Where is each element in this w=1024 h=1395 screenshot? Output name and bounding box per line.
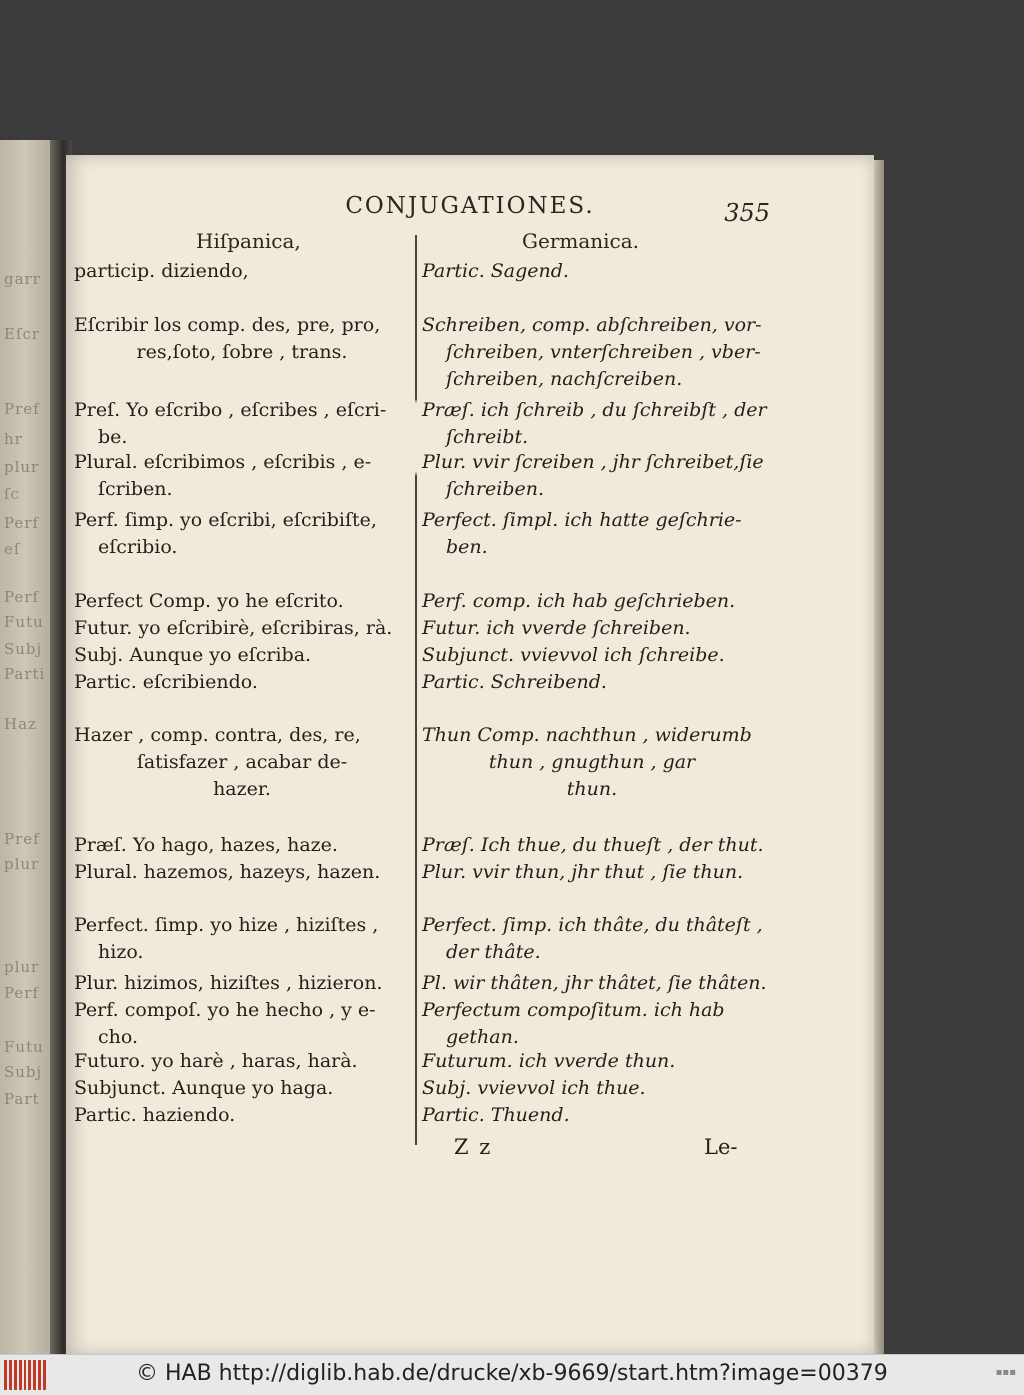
text-line: Futur. yo eſcribirè, eſcribiras, rà. bbox=[74, 617, 393, 639]
text-line: eſcribio. bbox=[98, 536, 178, 558]
spanish-entry bbox=[74, 722, 410, 803]
text-line: Perfectum compoſitum. ich hab bbox=[422, 999, 725, 1021]
spanish-entry bbox=[74, 642, 410, 669]
text-line: Plur. hizimos, hiziſtes , hizieron. bbox=[74, 972, 383, 994]
page-edge bbox=[874, 160, 884, 1354]
spanish-entry bbox=[74, 449, 410, 503]
text-line: Eſcribir los comp. des, pre, pro, bbox=[74, 314, 381, 336]
signature-mark: Z z bbox=[454, 1135, 493, 1159]
column-divider bbox=[415, 235, 417, 1145]
text-line: Subj. vvievvol ich thue. bbox=[422, 1077, 646, 1099]
spanish-entry bbox=[74, 1102, 410, 1129]
text-line: Hazer , comp. contra, des, re, bbox=[74, 724, 361, 746]
text-line: gethan. bbox=[446, 1026, 519, 1048]
copyright-link[interactable]: © HAB http://diglib.hab.de/drucke/xb-9669/start.htm?image=00379 bbox=[136, 1361, 888, 1386]
footer-bar bbox=[0, 1354, 1024, 1395]
text-line: Plur. vvir ſcreiben , jhr ſchreibet,ſie bbox=[422, 451, 764, 473]
spanish-entry bbox=[74, 669, 410, 696]
text-line: Perf. comp. ich hab geſchrieben. bbox=[422, 590, 736, 612]
spanish-entry bbox=[74, 1075, 410, 1102]
text-line: Subjunct. vvievvol ich ſchreibe. bbox=[422, 644, 725, 666]
spanish-entry bbox=[74, 1048, 410, 1075]
spanish-entry bbox=[74, 588, 410, 615]
text-line: Præſ. Ich thue, du thueſt , der thut. bbox=[422, 834, 764, 856]
spanish-entry bbox=[74, 997, 410, 1051]
german-entry bbox=[422, 669, 762, 696]
german-entry bbox=[422, 912, 762, 966]
text-line: Perfect. ſimp. ich thâte, du thâteſt , bbox=[422, 914, 763, 936]
german-entry bbox=[422, 507, 762, 561]
german-entry bbox=[422, 997, 762, 1051]
text-line: ſatisfazer , acabar de- bbox=[136, 751, 348, 773]
text-line: ſcriben. bbox=[98, 478, 173, 500]
german-entry bbox=[422, 258, 762, 285]
text-line: hizo. bbox=[98, 941, 144, 963]
text-line: ſchreiben, vnterſchreiben , vber- bbox=[446, 341, 761, 363]
text-line: Preſ. Yo eſcribo , eſcribes , eſcri- bbox=[74, 399, 387, 421]
text-line: Subjunct. Aunque yo haga. bbox=[74, 1077, 334, 1099]
show-through-text: garr Eſcr Pref hr plur ſc Perf eſ Perf Futu Subj Parti Haz Pref plur plur Perf Futu Subj Part bbox=[4, 270, 46, 1108]
german-entry bbox=[422, 1048, 762, 1075]
text-line: Partic. Schreibend. bbox=[422, 671, 607, 693]
text-line: Perfect. ſimpl. ich hatte geſchrie- bbox=[422, 509, 742, 531]
text-line: Futuro. yo harè , haras, harà. bbox=[74, 1050, 358, 1072]
spanish-entry bbox=[74, 397, 410, 451]
german-entry bbox=[422, 1075, 762, 1102]
catchword: Le- bbox=[704, 1135, 738, 1159]
column-header-spanish: Hiſpanica, bbox=[196, 229, 301, 253]
book-page bbox=[66, 155, 874, 1354]
text-line: ben. bbox=[446, 536, 488, 558]
text-line: Partic. eſcribiendo. bbox=[74, 671, 258, 693]
german-entry bbox=[422, 1102, 762, 1129]
text-line: ſchreiben, nachſcreiben. bbox=[446, 368, 683, 390]
text-line: Plural. eſcribimos , eſcribis , e- bbox=[74, 451, 372, 473]
running-head: CONJUGATIONES. bbox=[345, 193, 595, 219]
text-line: Schreiben, comp. abſchreiben, vor- bbox=[422, 314, 762, 336]
german-entry bbox=[422, 859, 762, 886]
text-line: ſchreiben. bbox=[446, 478, 544, 500]
text-line: cho. bbox=[98, 1026, 139, 1048]
german-entry bbox=[422, 397, 767, 451]
text-line: Perf. compoſ. yo he hecho , y e- bbox=[74, 999, 376, 1021]
text-line: thun , gnugthun , gar bbox=[488, 751, 696, 773]
text-line: hazer. bbox=[213, 778, 271, 800]
text-line: der thâte. bbox=[446, 941, 541, 963]
text-line: res,ſoto, ſobre , trans. bbox=[136, 341, 348, 363]
spanish-entry bbox=[74, 258, 410, 285]
german-entry bbox=[422, 832, 762, 859]
text-line: Subj. Aunque yo eſcriba. bbox=[74, 644, 312, 666]
german-entry bbox=[422, 588, 762, 615]
text-line: particip. diziendo, bbox=[74, 260, 249, 282]
text-line: Præſ. Yo hago, hazes, haze. bbox=[74, 834, 338, 856]
column-header-german: Germanica. bbox=[522, 229, 640, 253]
text-line: Plur. vvir thun, jhr thut , ſie thun. bbox=[422, 861, 744, 883]
text-line: be. bbox=[98, 426, 128, 448]
text-line: Perfect. ſimp. yo hize , hiziſtes , bbox=[74, 914, 379, 936]
text-line: Præſ. ich ſchreib , du ſchreibſt , der bbox=[422, 399, 767, 421]
text-line: ſchreibt. bbox=[446, 426, 529, 448]
page-number: 355 bbox=[724, 199, 770, 227]
text-line: Pl. wir thâten, jhr thâtet, ſie thâten. bbox=[422, 972, 767, 994]
german-entry bbox=[422, 642, 762, 669]
spanish-entry bbox=[74, 859, 410, 886]
spanish-entry bbox=[74, 970, 410, 997]
german-entry bbox=[422, 722, 762, 803]
hab-logo-icon bbox=[4, 1360, 46, 1390]
text-line: Perfect Comp. yo he eſcrito. bbox=[74, 590, 344, 612]
spanish-entry bbox=[74, 312, 410, 366]
spanish-entry bbox=[74, 507, 410, 561]
text-line: thun. bbox=[566, 778, 618, 800]
text-line: Thun Comp. nachthun , widerumb bbox=[422, 724, 752, 746]
spanish-entry bbox=[74, 615, 410, 642]
german-entry bbox=[422, 312, 762, 393]
text-line: Perf. ſimp. yo eſcribi, eſcribiſte, bbox=[74, 509, 377, 531]
text-line: Futur. ich vverde ſchreiben. bbox=[422, 617, 691, 639]
text-line: Partic. Thuend. bbox=[422, 1104, 570, 1126]
text-line: Partic. haziendo. bbox=[74, 1104, 236, 1126]
german-entry bbox=[422, 970, 767, 997]
text-line: Plural. hazemos, hazeys, hazen. bbox=[74, 861, 381, 883]
footer-mark-icon: ▪▪▪ bbox=[995, 1367, 1016, 1378]
german-entry bbox=[422, 615, 762, 642]
text-line: Partic. Sagend. bbox=[422, 260, 569, 282]
spanish-entry bbox=[74, 832, 410, 859]
german-entry bbox=[422, 449, 762, 503]
spanish-entry bbox=[74, 912, 410, 966]
text-line: Futurum. ich vverde thun. bbox=[422, 1050, 676, 1072]
